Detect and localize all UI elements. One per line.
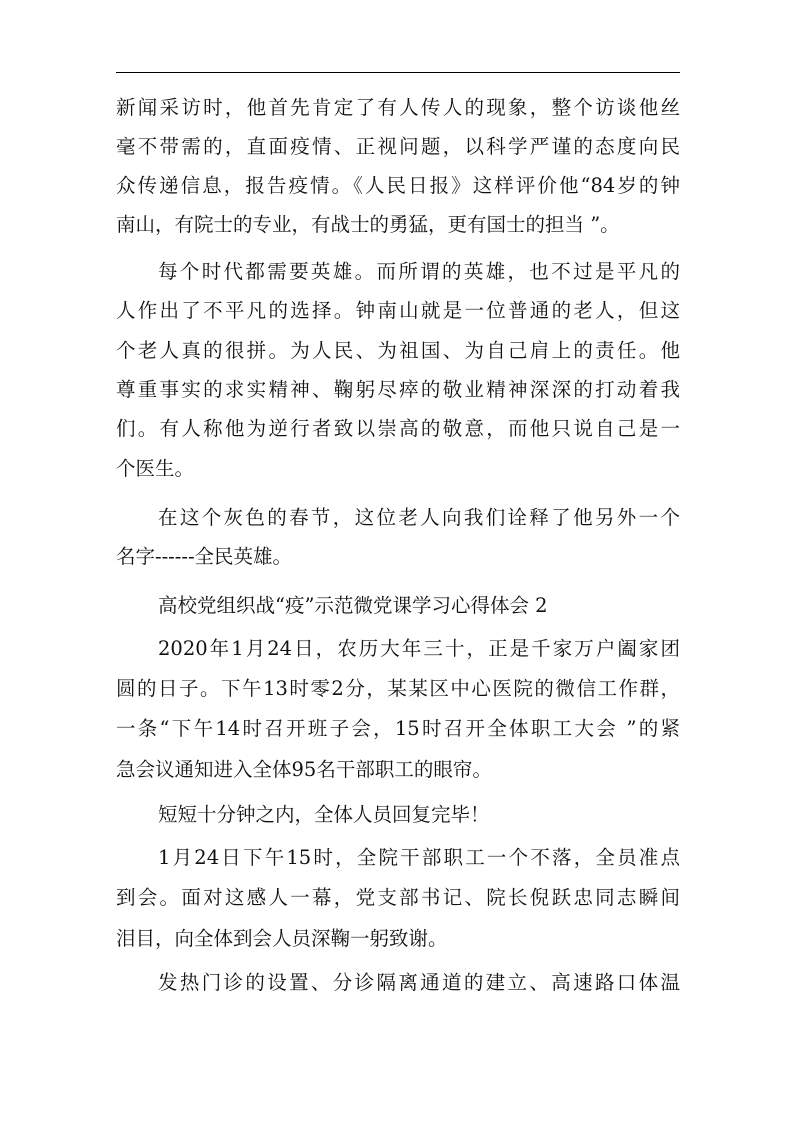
text-line: 名字------全民英雄。	[116, 545, 293, 568]
text-line: 个老人真的很拼。为人民、为祖国、为自己肩上的责任。他	[116, 339, 680, 362]
text-line: 2020年1月24日，农历大年三十，正是千家万户阖家团	[158, 637, 680, 660]
text-line: 一条“下午14时召开班子会，15时召开全体职工大会 ”的紧	[116, 717, 680, 740]
text-line: 新闻采访时，他首先肯定了有人传人的现象，整个访谈他丝	[116, 96, 680, 119]
text-line: 众传递信息，报告疫情。《人民日报》这样评价他“84岁的钟	[116, 174, 680, 197]
text-line: 发热门诊的设置、分诊隔离通道的建立、高速路口体温	[158, 971, 680, 994]
text-line: 每个时代都需要英雄。而所谓的英雄，也不过是平凡的	[158, 260, 680, 283]
text-line: 人作出了不平凡的选择。钟南山就是一位普通的老人，但这	[116, 299, 680, 322]
text-line: 毫不带需的，直面疫情、正视问题，以科学严谨的态度向民	[116, 135, 680, 158]
text-line: 南山，有院士的专业，有战士的勇猛，更有国士的担当 ”。	[116, 213, 620, 236]
text-line: 泪目，向全体到会人员深鞠一躬致谢。	[116, 927, 448, 950]
text-line: 个医生。	[116, 457, 195, 480]
text-line: 们。有人称他为逆行者致以崇高的敬意，而他只说自己是一	[116, 417, 680, 440]
text-line: 尊重事实的求实精神、鞠躬尽瘁的敬业精神深深的打动着我	[116, 378, 680, 401]
text-line: 圆的日子。下午13时零2分，某某区中心医院的微信工作群，	[116, 677, 680, 700]
header-rule	[116, 72, 680, 73]
text-line: 在这个灰色的春节，这位老人向我们诠释了他另外一个	[158, 506, 680, 529]
section-heading: 高校党组织战“疫”示范微党课学习心得体会 2	[158, 594, 548, 617]
text-line: 到会。面对这感人一幕，党支部书记、院长倪跃忠同志瞬间	[116, 886, 680, 909]
text-line: 短短十分钟之内，全体人员回复完毕！	[158, 803, 490, 826]
text-line: 急会议通知进入全体95名干部职工的眼帘。	[116, 758, 492, 781]
text-line: 1月24日下午15时，全院干部职工一个不落，全员准点	[158, 846, 680, 869]
